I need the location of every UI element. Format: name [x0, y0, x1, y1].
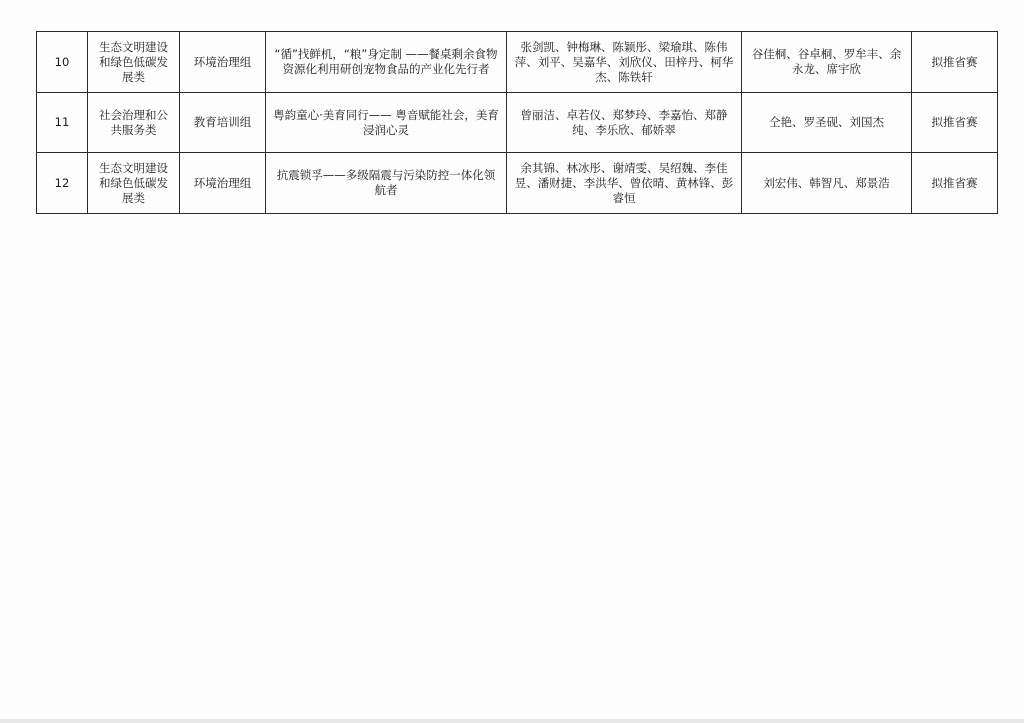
status-cell: 拟推省赛: [912, 93, 998, 153]
row-number: 12: [37, 153, 88, 214]
category-cell: 生态文明建设和绿色低碳发展类: [88, 153, 180, 214]
category-cell: 社会治理和公共服务类: [88, 93, 180, 153]
members-cell: 余其锦、林冰彤、谢靖雯、吴绍魏、李佳昱、潘财捷、李洪华、曾依晴、黄林锋、彭睿恒: [507, 153, 742, 214]
project-roster-table: [36, 31, 998, 214]
project-cell: 粤韵童心·美育同行—— 粤音赋能社会，美育浸润心灵: [266, 93, 507, 153]
row-number: 11: [37, 93, 88, 153]
group-cell: 环境治理组: [180, 153, 266, 214]
table-row: [37, 153, 998, 214]
status-cell: 拟推省赛: [912, 32, 998, 93]
members-cell: 张剑凯、钟梅琳、陈颖彤、梁瑜琪、陈伟萍、刘平、吴嘉华、刘欣仪、田梓丹、柯华杰、陈铁轩: [507, 32, 742, 93]
members-cell: 曾丽洁、卓若仪、郑梦玲、李嘉怡、郑静纯、李乐欣、郁娇翠: [507, 93, 742, 153]
table-row: [37, 93, 998, 153]
group-cell: 环境治理组: [180, 32, 266, 93]
advisors-cell: 刘宏伟、韩智凡、郑景浩: [742, 153, 912, 214]
status-cell: 拟推省赛: [912, 153, 998, 214]
advisors-cell: 仝艳、罗圣砚、刘国杰: [742, 93, 912, 153]
advisors-cell: 谷佳桐、谷卓桐、罗牟丰、余永龙、席宇欣: [742, 32, 912, 93]
page-bottom-edge: [0, 719, 1024, 723]
project-cell: 抗震锁孚——多级隔震与污染防控一体化领航者: [266, 153, 507, 214]
table-row: [37, 32, 998, 93]
project-cell: “循”找鲜机，“粮”身定制 ——餐桌剩余食物资源化利用研创宠物食品的产业化先行者: [266, 32, 507, 93]
category-cell: 生态文明建设和绿色低碳发展类: [88, 32, 180, 93]
group-cell: 教育培训组: [180, 93, 266, 153]
row-number: 10: [37, 32, 88, 93]
